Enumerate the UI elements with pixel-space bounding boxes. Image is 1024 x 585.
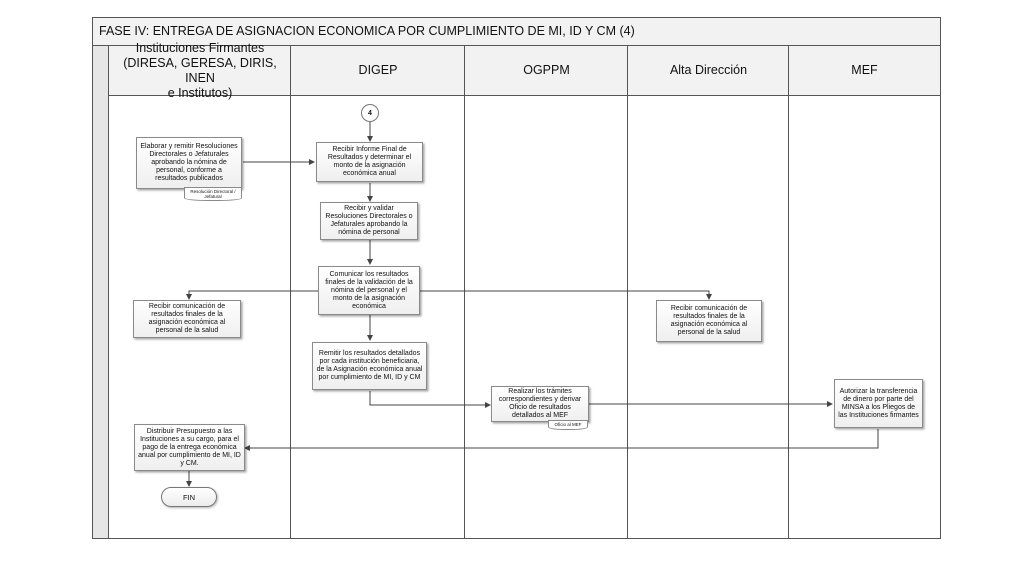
step-realizar-tramites: Realizar los trámites correspondientes y derivar Oficio de resultados detallados al MEF	[491, 386, 589, 422]
lane-header-instituciones: Instituciones Firmantes (DIRESA, GERESA, DIRIS, INEN e Institutos)	[108, 46, 291, 96]
diagram-title: FASE IV: ENTREGA DE ASIGNACION ECONOMICA POR CUMPLIMIENTO DE MI, ID Y CM (4)	[92, 17, 941, 46]
document-oficio: Oficio al MEF	[548, 420, 588, 430]
arrow-comunicar-to-alta-direccion	[420, 291, 709, 299]
step-autorizar-transferencia: Autorizar la transferencia de dinero por parte del MINSA a los Pliegos de las Instituciones firmantes	[834, 379, 923, 428]
document-resolucion: Resolución Directoral / Jefatural	[184, 187, 242, 201]
arrow-remitir-to-realizar	[370, 391, 490, 405]
step-comunicar-resultados: Comunicar los resultados finales de la validación de la nómina del personal y el monto de la asignación económica	[318, 266, 420, 315]
step-recibir-comunicacion-alta-direccion: Recibir comunicación de resultados finales de la asignación económica al personal de la salud	[656, 300, 762, 342]
step-recibir-validar: Recibir y validar Resoluciones Directorales o Jefaturales aprobando la nómina de personal	[320, 202, 418, 240]
lane-header-alta-direccion: Alta Dirección	[627, 46, 789, 96]
step-distribuir-presupuesto: Distribuir Presupuesto a las Instituciones a su cargo, para el pago de la entrega económica anual por cumplimiento de MI, ID y CM.	[134, 424, 245, 471]
lane-header-digep: DIGEP	[290, 46, 465, 96]
end-terminator: FIN	[161, 487, 217, 507]
step-recibir-comunicacion-instituciones: Recibir comunicación de resultados finales de la asignación económica al personal de la salud	[133, 300, 241, 338]
arrow-autorizar-to-distribuir	[245, 429, 878, 448]
lane-header-ogppm: OGPPM	[464, 46, 628, 96]
lane-header-mef: MEF	[788, 46, 940, 96]
step-remitir-resultados: Remitir los resultados detallados por cada institución beneficiaria, de la Asignación económica anual por cumplimiento de MI, ID y CM	[312, 342, 427, 390]
step-recibir-informe: Recibir Informe Final de Resultados y determinar el monto de la asignación económica anual	[316, 142, 423, 182]
arrow-comunicar-to-instituciones	[189, 291, 318, 299]
off-page-connector: 4	[361, 104, 379, 122]
step-elaborar-remitir: Elaborar y remitir Resoluciones Directorales o Jefaturales aprobando la nómina de personal, conforme a resultados publicados	[136, 137, 242, 189]
